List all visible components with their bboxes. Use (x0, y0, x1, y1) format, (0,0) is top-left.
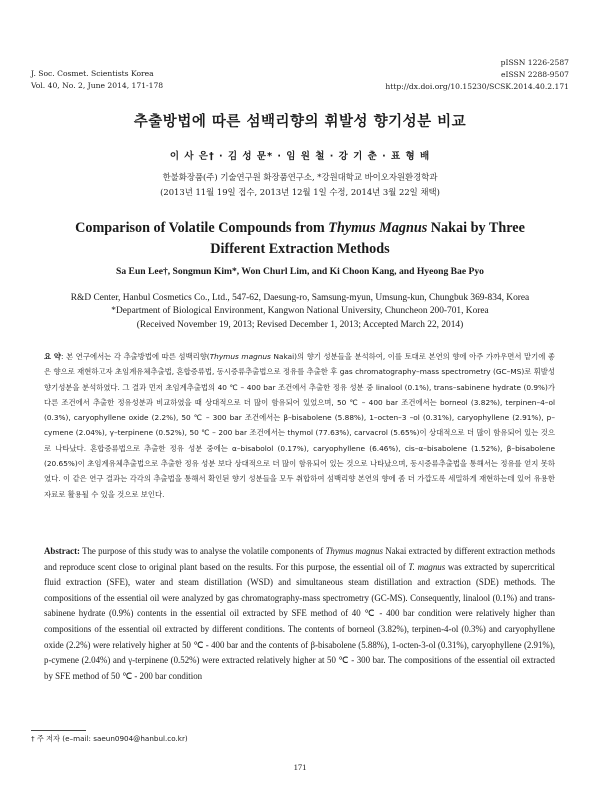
pissn: pISSN 1226-2587 (500, 58, 569, 67)
english-abstract-species-2: T. magnus (408, 561, 446, 572)
korean-abstract-label: 요 약 (44, 352, 62, 361)
english-affiliation-1: R&D Center, Hanbul Cosmetics Co., Ltd., 547-62, Daesung-ro, Samsung-myun, Umsung-kun, Chungbuk 369-834, Korea (70, 293, 530, 303)
english-affiliation-2: *Department of Biological Environment, Kangwon National University, Chuncheon 200-701, Korea (111, 306, 489, 317)
english-abstract-text-2: Nakai extracted by different extraction methods and reproduce scent close to original plant based on the results. For this purpose, the essential oil of (44, 546, 555, 572)
page-number: 171 (293, 762, 307, 772)
english-title-part1: Comparison of Volatile Compounds from (75, 220, 329, 236)
korean-title: 추출방법에 따른 섬백리향의 휘발성 향기성분 비교 (133, 114, 467, 130)
english-authors: Sa Eun Lee†, Songmun Kim*, Won Churl Lim, and Ki Choon Kang, and Hyeong Bae Pyo (116, 266, 484, 277)
english-title-species: Thymus Magnus (328, 220, 428, 236)
english-dates: (Received November 19, 2013; Revised December 1, 2013; Accepted March 22, 2014) (136, 319, 464, 330)
english-abstract-text-1: The purpose of this study was to analyse the volatile components of (79, 546, 326, 556)
doi-link[interactable]: http://dx.doi.org/10.15230/SCSK.2014.40.2.171 (385, 82, 569, 91)
journal-citation (31, 68, 163, 92)
korean-abstract (44, 349, 555, 502)
korean-abstract-text-1: : 본 연구에서는 각 추출방법에 따른 섬백리향( (61, 352, 210, 361)
footnote-divider (31, 730, 86, 731)
korean-dates: (2013년 11월 19일 접수, 2013년 12월 1일 수정, 2014년 3월 22일 채택) (160, 187, 440, 197)
english-abstract (44, 544, 555, 684)
korean-affiliation: 한불화장품(주) 기술연구원 화장품연구소, *강원대학교 바이오자원환경학과 (162, 172, 438, 182)
corresponding-author-footnote: † 주 저자 (e–mail: saeun0904@hanbul.co.kr) (31, 734, 188, 743)
korean-abstract-species: Thymus magnus (209, 352, 271, 361)
english-title-part2: Nakai by Three Different Extraction Methods (210, 220, 525, 257)
journal-name: J. Soc. Cosmet. Scientists Korea (31, 69, 154, 78)
korean-authors: 이 사 은† · 김 성 문* · 임 원 철 · 강 기 춘 · 표 형 배 (169, 151, 431, 162)
english-abstract-label: Abstract: (44, 546, 80, 556)
journal-identifiers (385, 57, 569, 93)
english-abstract-species-1: Thymus magnus (325, 546, 383, 556)
english-abstract-text-3: was extracted by supercritical fluid extraction (SFE), water and steam distillation (WSD) and simultaneous steam distillation and extraction (SDE) methods. The compositions of the essential oil were analyzed by gas chromatography-mass spectrometry (GC-MS). Consequently, linalool (0.1%) and trans-sabinene hydrate (0.9%) contents in the essential oil extracted by SFE method of 40 ℃ - 400 bar condition were relatively higher than compositions of the essential oil extracted by different conditions. The contents of borneol (3.82%), terpinen-4-ol (0.3%) and caryophyllene oxide (2.2%) were relatively higher at 50 ℃ - 400 bar and the contents of β-bisabolene (5.88%), 1-octen-3-ol (0.31%), caryophyllene (2.91%), p-cymene (2.04%) and γ-terpinene (0.52%) were extracted relatively higher at 50 ℃ - 300 bar. The compositions of the essential oil extracted by SFE method of 50 ℃ - 200 bar condition (44, 561, 556, 681)
english-affiliation-block (30, 292, 570, 332)
english-title (50, 218, 550, 260)
eissn: eISSN 2288-9507 (500, 70, 569, 79)
korean-abstract-text-2: Nakai)의 향기 성분들을 분석하여, 이를 토대로 본연의 향에 아주 가까우면서 맡기에 좋은 향으로 재현하고자 초임계유체추출법, 혼합증류법, 동시증류추출법으로 정유를 추출한 후 gas chromatography–mass spectrometry (GC–MS)로 휘발성 향기성분을 분석하였다. 그 결과 먼저 초임계추출법의 40 ℃ – 400 bar 조건에서 추출한 정유 성분 중 linalool (0.1%), trans–sabinene hydrate (0.9%)가 다른 조건에서 추출한 정유성분과 비교하였을 때 상대적으로 더 많이 함유되어 있었으며, 50 ℃ – 400 bar 조건에서는 borneol (3.82%), terpinen–4–ol (0.3%), caryophyllene oxide (2.2%), 50 ℃ – 300 bar 조건에서는 β–bisabolene (5.88%), 1–octen–3 –ol (0.31%), caryophyllene (2.91%), p–cymene (2.04%), γ–terpinene (0.52%), 50 ℃ – 200 bar 조건에서는 thymol (77.63%), carvacrol (5.65%)이 상대적으로 더 많이 함유되어 있는 것으로 나타났다. 혼합증류법으로 추출한 정유 성분 중에는 α–bisabolol (0.17%), caryophyllene (6.46%), cis–α–bisabolene (1.52%), β–bisabolene (20.65%)이 초임계유체추출법으로 추출한 정유 성분 보다 상대적으로 더 많이 함유되어 있는 것으로 나타났으며, 동시증류추출법을 통해서는 정유를 얻지 못하였다. 이 같은 연구 결과는 각각의 추출법을 통해서 확인된 향기 성분들을 모두 취합하여 섬백리향 본연의 향에 좀 더 가깝도록 세밀하게 재현하는데 있어 유용한 자료로 활용될 수 있을 것으로 보인다. (44, 352, 555, 499)
journal-volume: Vol. 40, No. 2, June 2014, 171-178 (31, 81, 164, 90)
korean-affiliation-block (0, 170, 600, 200)
